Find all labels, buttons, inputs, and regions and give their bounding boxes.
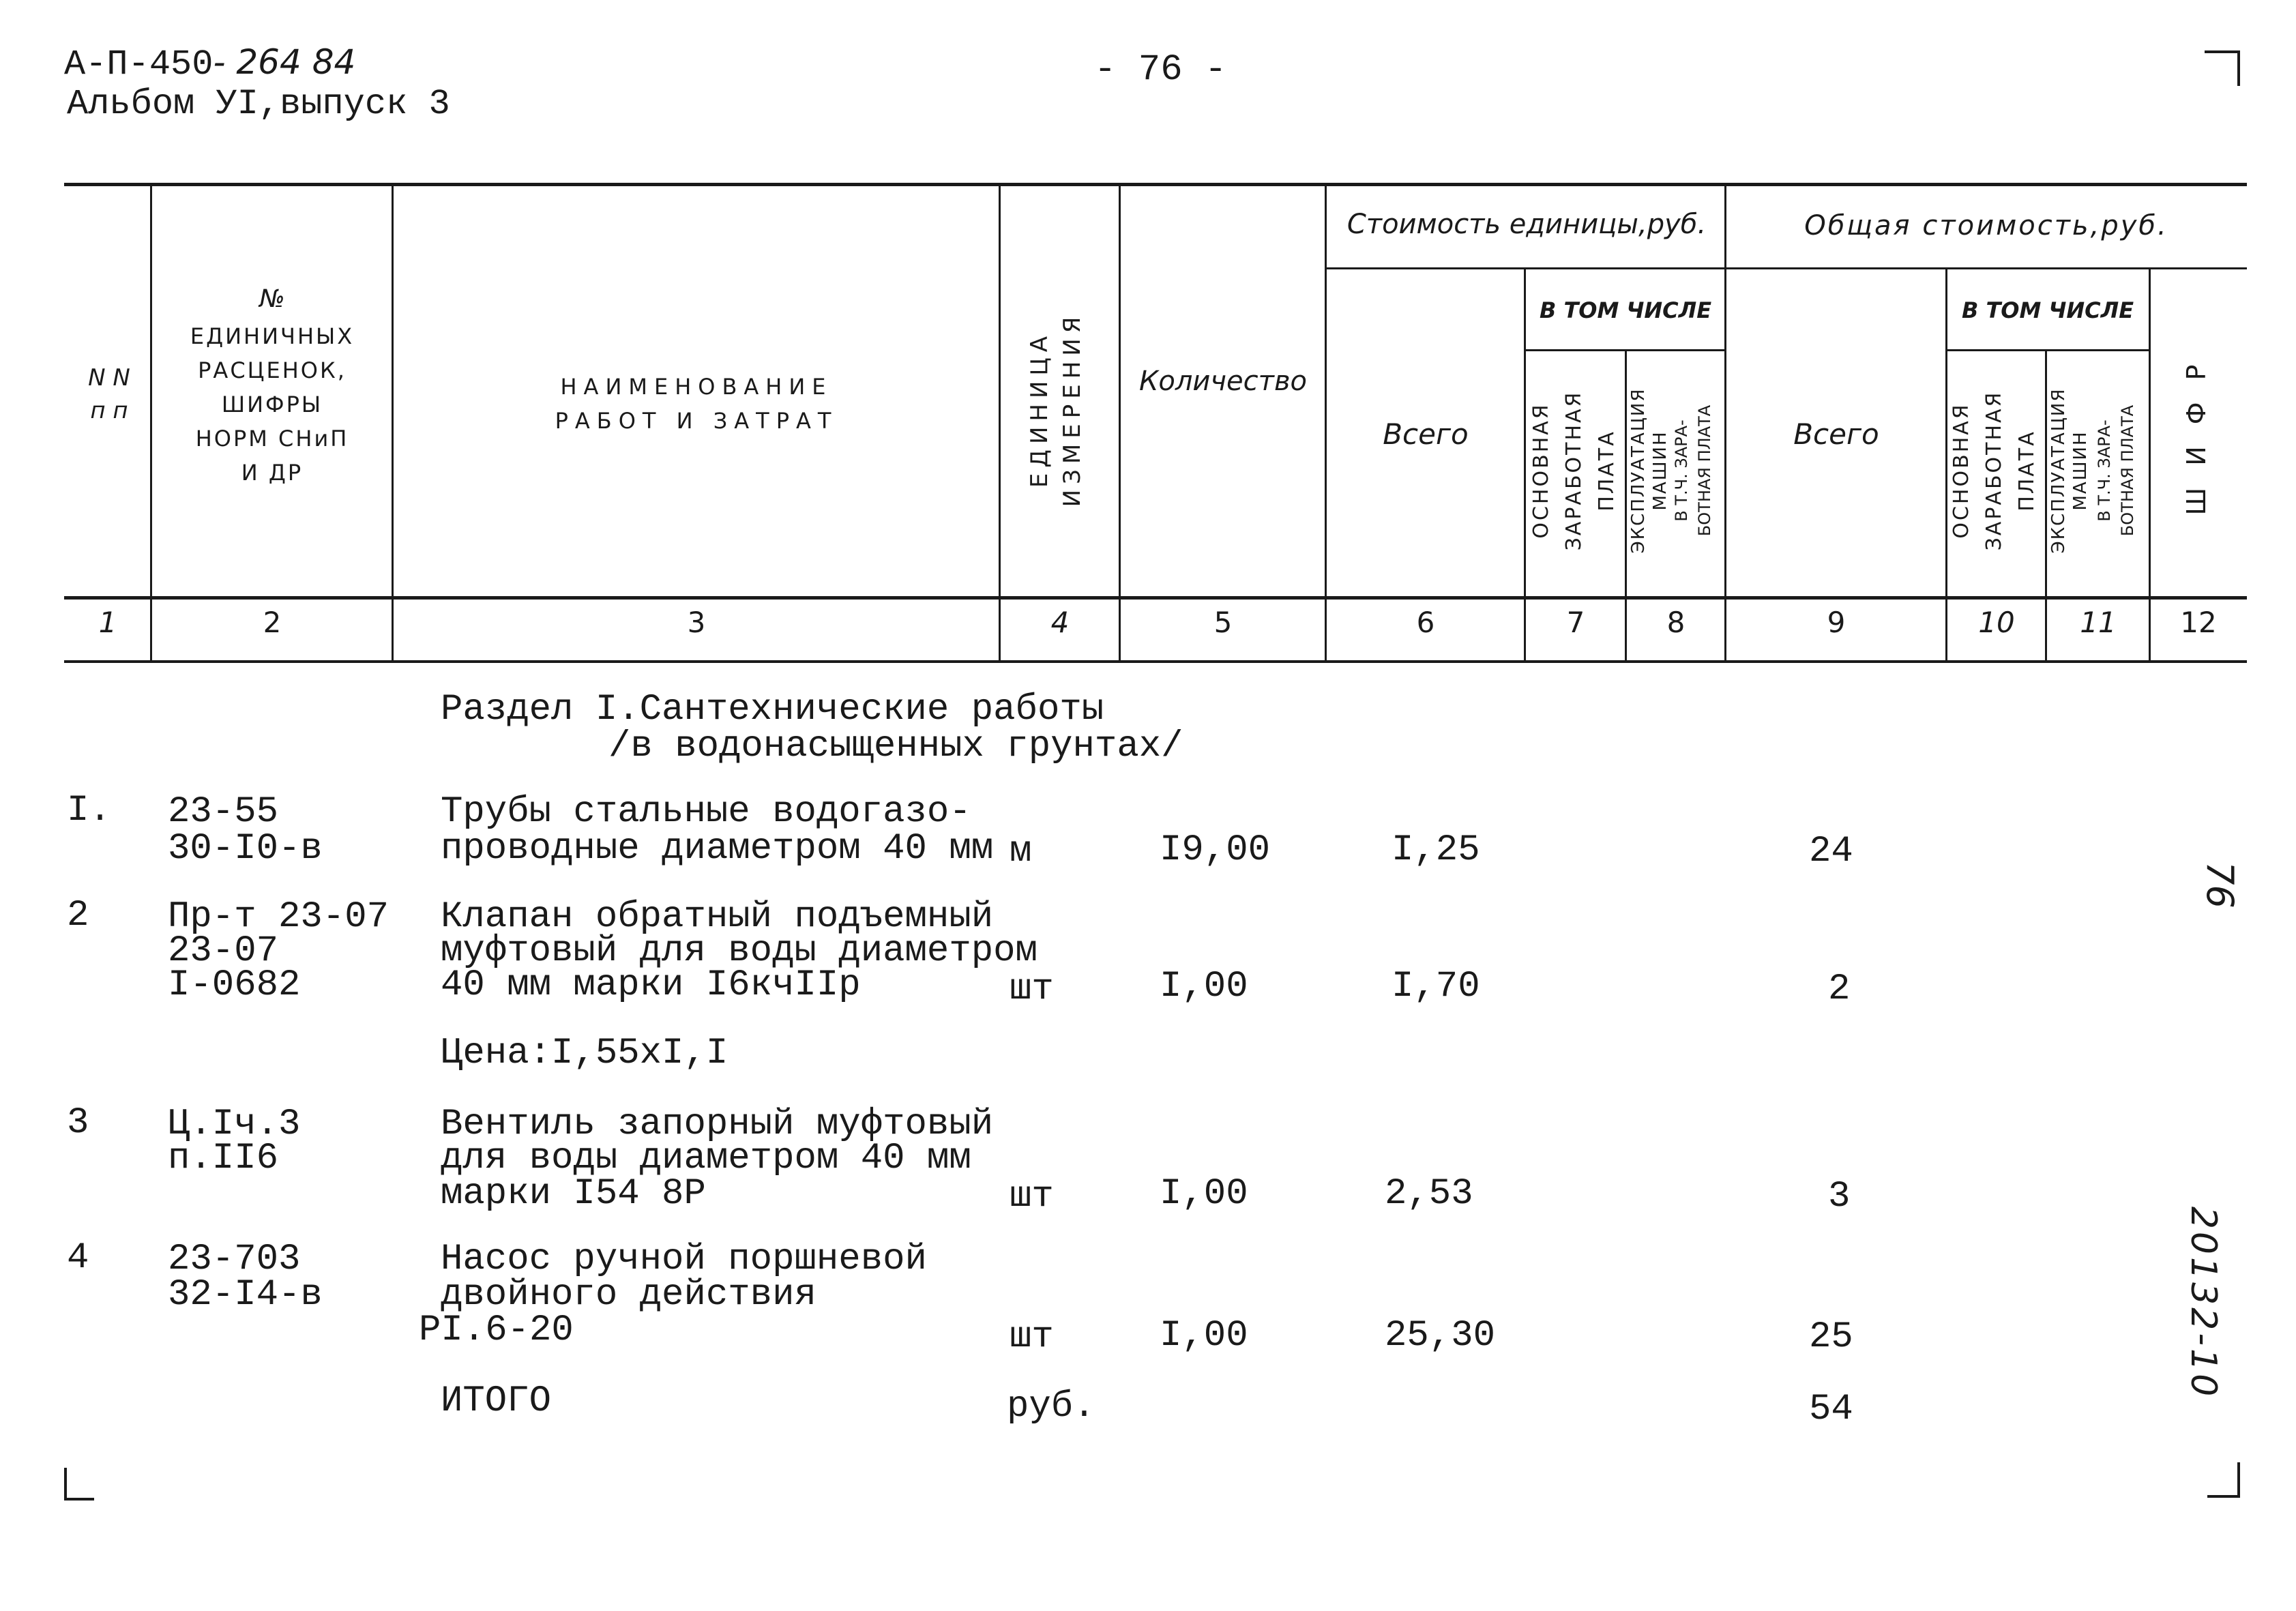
row-unit-cost: 25,30 [1385, 1315, 1496, 1357]
header-col1: N N п п [88, 364, 130, 424]
subgroup-rule-total [1945, 349, 2150, 351]
row-total: 24 [1809, 831, 1853, 872]
header-total-incl-salary: В Т.Ч. ЗАРА- БОТНАЯ ПЛАТА [2095, 404, 2137, 537]
header-in-number-unit: В ТОМ ЧИСЛЕ [1539, 297, 1712, 323]
row-name: Клапан обратный подъемный [441, 896, 994, 938]
column-number: 6 [1416, 606, 1435, 639]
row-name: Трубы стальные водогазо- [441, 791, 971, 833]
row-price-note: Цена:I,55хI,I [441, 1033, 728, 1074]
col-divider [1724, 184, 1726, 662]
row-code: Пр-т 23-07 [168, 896, 389, 938]
row-code: 23-55 [168, 791, 279, 833]
doc-code [64, 44, 355, 83]
col-divider [999, 184, 1001, 662]
row-name: муфтовый для воды диаметром [441, 930, 1037, 972]
row-unit-cost: 2,53 [1385, 1173, 1473, 1215]
row-code: п.II6 [168, 1138, 279, 1179]
row-code: 32-I4-в [168, 1274, 323, 1316]
column-number: 7 [1566, 606, 1585, 639]
header-unit-cost-group: Стоимость единицы,руб. [1346, 209, 1707, 240]
header-unit-incl-salary: В Т.Ч. ЗАРА- БОТНАЯ ПЛАТА [1672, 404, 1714, 537]
row-name: марки I54 8Р [441, 1173, 706, 1215]
header-col3: НАИМЕНОВАНИЕ РАБОТ И ЗАТРАТ [555, 374, 838, 434]
row-number: 2 [67, 895, 89, 936]
itogo-total: 54 [1809, 1389, 1853, 1430]
col-divider [150, 184, 152, 662]
row-name: проводные диаметром 40 мм [441, 828, 994, 870]
column-number: 4 [1050, 606, 1070, 639]
header-total-base-salary: ОСНОВНАЯ ЗАРАБОТНАЯ ПЛАТА [1949, 390, 2039, 551]
album-label: Альбом УI,выпуск 3 [67, 84, 450, 124]
row-number: 3 [67, 1102, 89, 1144]
row-code: Ц.Iч.3 [168, 1104, 301, 1145]
group-header-rule [1325, 267, 2247, 269]
itogo-label: ИТОГО [441, 1380, 552, 1422]
row-qty: I,00 [1160, 1315, 1248, 1357]
row-total: 2 [1828, 969, 1851, 1010]
margin-code: 20132-10 [2183, 1206, 2224, 1400]
column-number: 10 [1978, 606, 2015, 639]
col-divider [1119, 184, 1121, 662]
header-unit-base-salary: ОСНОВНАЯ ЗАРАБОТНАЯ ПЛАТА [1529, 390, 1619, 551]
column-number: 12 [2180, 606, 2217, 639]
row-name: РI.6-20 [419, 1310, 574, 1351]
row-unit: шт [1010, 1176, 1054, 1217]
column-number: 2 [263, 606, 282, 639]
row-name: Вентиль запорный муфтовый [441, 1104, 994, 1145]
margin-page-number: 76 [2198, 861, 2241, 908]
section-subtitle: /в водонасыщенных грунтах/ [608, 726, 1183, 767]
col-divider [2149, 269, 2151, 662]
row-unit: шт [1010, 969, 1054, 1010]
row-qty: I9,00 [1160, 829, 1271, 871]
row-qty: I,00 [1160, 966, 1248, 1007]
corner-mark-top-right [2203, 48, 2244, 89]
column-number: 3 [687, 606, 706, 639]
row-name: 40 мм марки I6кчIIр [441, 964, 861, 1006]
row-code: 23-703 [168, 1239, 301, 1280]
doc-code-handwritten: - 264 84 [213, 42, 356, 82]
row-unit: м [1010, 831, 1032, 872]
corner-mark-bottom-left [61, 1466, 102, 1507]
col-divider [392, 184, 394, 662]
row-total: 3 [1828, 1176, 1851, 1217]
row-total: 25 [1809, 1316, 1853, 1358]
header-col4: ЕДИНИЦА ИЗМЕРЕНИЯ [1026, 311, 1086, 507]
row-unit: шт [1010, 1316, 1054, 1358]
header-unit-machine-ops: ЭКСПЛУАТАЦИЯ МАШИН [1628, 387, 1671, 554]
header-col2: ЕДИНИЧНЫХ РАСЦЕНОК, ШИФРЫ НОРМ СНиП И ДР [190, 323, 355, 486]
row-code: I-0682 [168, 964, 301, 1006]
row-name: Насос ручной поршневой [441, 1239, 927, 1280]
column-number: 11 [2080, 606, 2117, 639]
row-qty: I,00 [1160, 1173, 1248, 1215]
row-code: 30-I0-в [168, 828, 323, 870]
doc-code-printed: А-П-450 [64, 44, 214, 85]
column-number: 1 [98, 606, 117, 639]
row-number: 4 [67, 1237, 89, 1279]
row-unit-cost: I,70 [1392, 966, 1480, 1007]
row-name: для воды диаметром 40 мм [441, 1138, 971, 1179]
subgroup-rule-unit [1524, 349, 1726, 351]
corner-mark-bottom-right [2203, 1460, 2244, 1501]
section-title: Раздел I.Сантехнические работы [441, 689, 1104, 730]
header-total-machine-ops: ЭКСПЛУАТАЦИЯ МАШИН [2048, 387, 2091, 554]
header-col5: Количество [1138, 366, 1307, 397]
row-code: 23-07 [168, 930, 279, 972]
row-number: I. [67, 790, 111, 831]
page-number: - 76 - [1094, 49, 1227, 91]
header-in-number-total: В ТОМ ЧИСЛЕ [1961, 297, 2134, 323]
header-total-cost-group: Общая стоимость,руб. [1804, 210, 2168, 241]
column-number: 8 [1666, 606, 1686, 639]
row-unit-cost: I,25 [1392, 829, 1480, 871]
header-unit-total: Всего [1383, 417, 1469, 451]
header-total-total: Всего [1793, 417, 1879, 451]
row-name: двойного действия [441, 1274, 816, 1316]
column-number: 5 [1213, 606, 1233, 639]
itogo-unit: руб. [1007, 1386, 1095, 1428]
header-col12: Ш И Ф Р [2181, 357, 2211, 516]
col-divider [1325, 184, 1327, 662]
column-number: 9 [1827, 606, 1846, 639]
header-col2-sign: № [259, 285, 285, 313]
